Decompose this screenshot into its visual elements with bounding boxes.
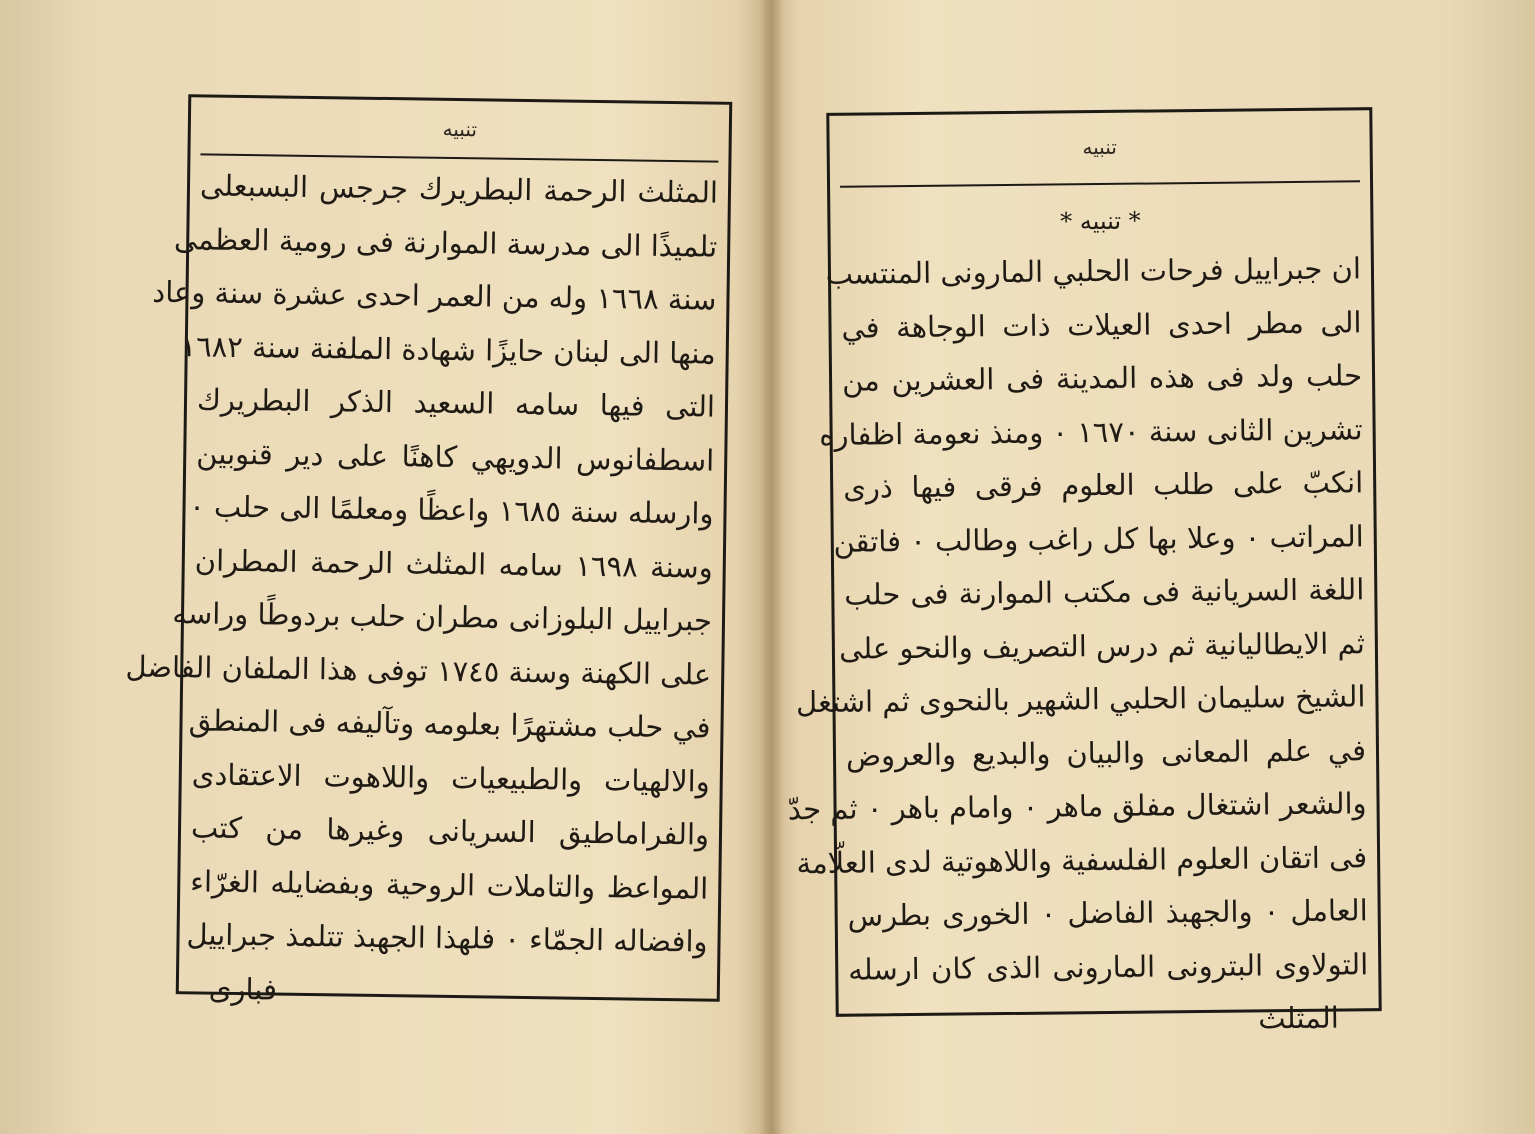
right-body-text: [787, 194, 1369, 1050]
text-line: وارسله سنة ١٦٨٥ واعظًا ومعلمًا الى حلب ٠: [188, 489, 714, 531]
text-line: تشرين الثانى سنة ١٦٧٠ ٠ ومنذ نعومة اظفاره: [819, 411, 1363, 452]
right-running-head: تنبيه: [1082, 134, 1117, 160]
text-line: فى اتقان العلوم الفلسفية واللاهوتية لدى العلّامة: [796, 839, 1368, 880]
text-line: والفراماطيق السريانى وغيرها من كتب: [190, 810, 710, 852]
text-line: والشعر اشتغال مفلق ماهر ٠ وامام باهر ٠ ثم جدّ: [787, 786, 1367, 827]
text-line: منها الى لبنان حايزًا شهادة الملفنة سنة ١٦٨٢: [180, 328, 716, 371]
book-gutter: [760, 0, 784, 1134]
section-title: * تنبيه *: [1060, 206, 1141, 236]
text-line: وافضاله الجمّاء ٠ فلهذا الجهبذ تتلمذ جبراييل: [186, 917, 708, 959]
left-running-head: تنبيه: [442, 116, 478, 142]
text-line: التولاوى البترونى المارونى الذى كان ارسله: [848, 946, 1369, 987]
text-line: انكبّ على طلب العلوم فرقى فيها ذرى: [843, 465, 1364, 505]
text-line: جبراييل البلوزانى مطران حلب بردوطًا وراسه: [172, 596, 713, 638]
text-line: سنة ١٦٦٨ وله من العمر احدى عشرة سنة وعاد: [152, 274, 717, 317]
text-line: حلب ولد فى هذه المدينة فى العشرين من: [841, 358, 1363, 398]
text-line: في علم المعانى والبيان والبديع والعروض: [845, 732, 1367, 773]
text-line: ثم الايطاليانية ثم درس التصريف والنحو على: [838, 625, 1366, 666]
right-head-rule: [840, 180, 1360, 187]
left-page: [125, 94, 733, 1007]
text-line: تلميذًا الى مدرسة الموارنة فى رومية العظمى: [173, 221, 718, 264]
text-line: والالهيات والطبيعيات واللاهوت الاعتقادى: [191, 756, 711, 799]
text-line: العامل ٠ والجهبذ الفاضل ٠ الخورى بطرس: [847, 893, 1368, 933]
left-body-text: [125, 159, 719, 1022]
text-line: المواعظ والتاملات الروحية وبفضايله الغرّاء: [190, 863, 709, 906]
text-line: ان جبراييل فرحات الحلبي المارونى المنتسب: [825, 251, 1362, 291]
text-line: وسنة ١٦٩٨ سامه المثلث الرحمة المطران: [194, 542, 713, 585]
catchword: المثلث: [1258, 1000, 1339, 1036]
text-line: التى فيها سامه السعيد الذكر البطريرك: [196, 382, 716, 424]
text-line: اسطفانوس الدويهي كاهنًا على دير قنوبين: [196, 435, 715, 478]
text-line: الى مطر احدى العيلات ذات الوجاهة في: [841, 304, 1362, 345]
text-line: في حلب مشتهرًا بعلومه وتآليفه فى المنطق: [188, 703, 711, 745]
text-line: الشيخ سليمان الحلبي الشهير بالنحوى ثم اشتغل: [795, 679, 1366, 720]
right-page: [787, 107, 1381, 1036]
text-line: على الكهنة وسنة ١٧٤٥ توفى هذا الملفان الفاضل: [125, 648, 712, 692]
text-line: المراتب ٠ وعلا بها كل راغب وطالب ٠ فاتقن: [833, 518, 1364, 559]
text-line: اللغة السريانية فى مكتب الموارنة فى حلب: [844, 572, 1365, 612]
catchword: فبارى: [208, 971, 278, 1007]
text-line: المثلث الرحمة البطريرك جرجس البسبعلى: [199, 168, 719, 210]
